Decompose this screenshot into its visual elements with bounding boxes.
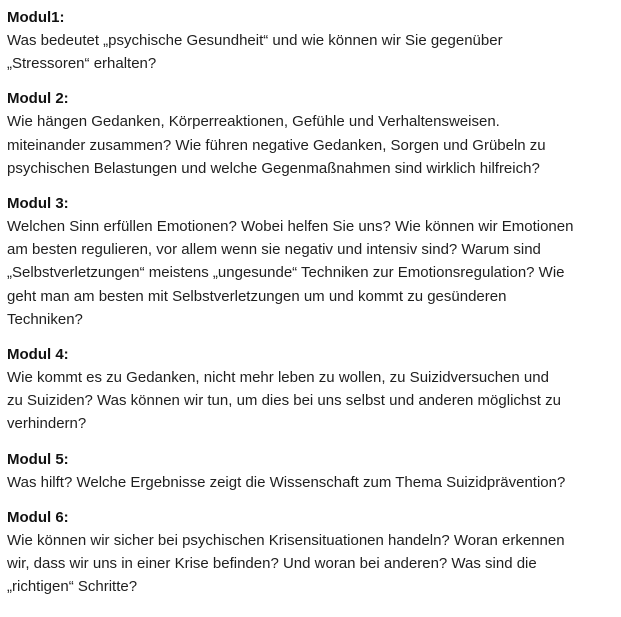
module-2-text: Wie hängen Gedanken, Körperreaktionen, Gefühle und Verhaltensweisen. miteinander zusammen? Wie führen negative Gedanken, Sorgen und Grübeln zu psychischen Belastungen und welche Gegenmaßnahmen sind wirklich hilfreich? [7,113,546,177]
module-4-title: Modul 4: [7,346,69,364]
module-5-text: Was hilft? Welche Ergebnisse zeigt die Wissenschaft zum Thema Suizidprävention? [7,473,566,491]
module-5-title: Modul 5: [7,450,69,468]
module-4-text: Wie kommt es zu Gedanken, nicht mehr leben zu wollen, zu Suizidversuchen und zu Suiziden? Was können wir tun, um dies bei uns selbst und anderen möglichst zu verhindern? [7,369,561,433]
module-6 [7,506,609,599]
module-2-title: Modul 2: [7,90,69,108]
module-3 [7,192,609,331]
module-3-text: Welchen Sinn erfüllen Emotionen? Wobei helfen Sie uns? Wie können wir Emotionen am besten regulieren, vor allem wenn sie negativ und intensiv sind? Warum sind „Selbstverletzungen“ meistens „ungesunde“ Techniken zur Emotionsregulation? Wie geht man am besten mit Selbstverletzungen um und kommt zu gesünderen Techniken? [7,218,574,328]
module-1 [7,6,609,75]
module-6-title: Modul 6: [7,508,69,526]
module-1-text: Was bedeutet „psychische Gesundheit“ und wie können wir Sie gegenüber „Stressoren“ erhalten? [7,32,503,73]
module-4 [7,343,609,436]
module-3-title: Modul 3: [7,195,69,213]
module-2 [7,87,609,180]
module-6-text: Wie können wir sicher bei psychischen Krisensituationen handeln? Woran erkennen wir, dass wir uns in einer Krise befinden? Und woran bei anderen? Was sind die „richtigen“ Schritte? [7,531,565,596]
module-5 [7,448,609,494]
module-1-title: Modul1: [7,9,65,26]
